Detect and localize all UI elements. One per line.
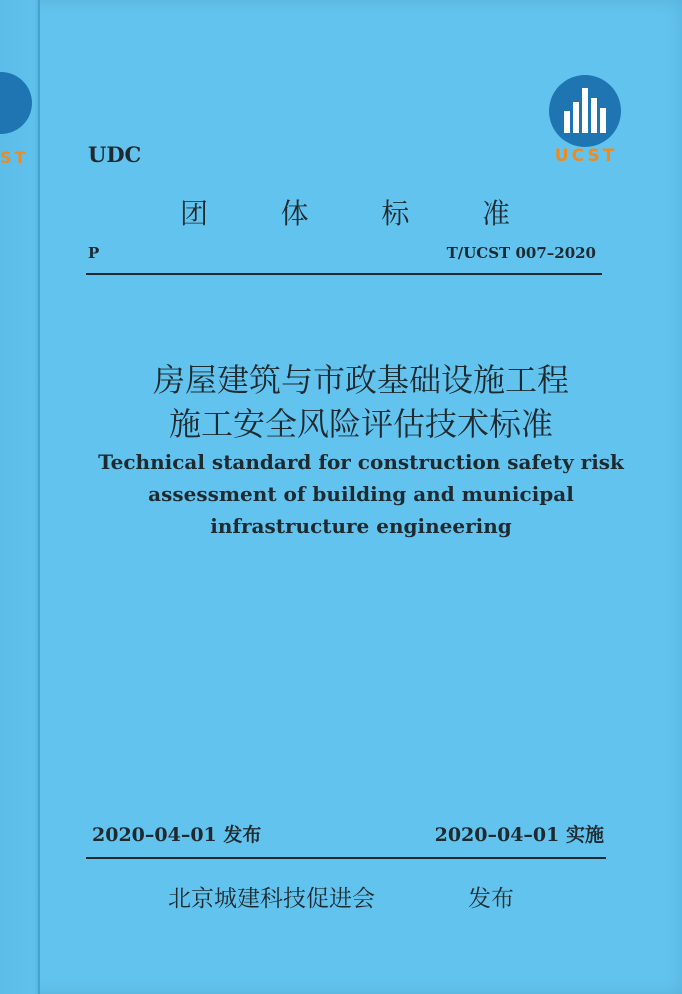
- publisher-name: 北京城建科技促进会: [168, 886, 375, 912]
- publish-label: 发布: [468, 886, 514, 912]
- udc-label: UDC: [88, 142, 142, 167]
- standard-number: T/UCST 007–2020: [446, 244, 596, 262]
- english-title-line: infrastructure engineering: [210, 514, 512, 538]
- top-divider: [86, 273, 602, 275]
- chinese-title: [40, 358, 682, 446]
- english-title-line: Technical standard for construction safety risk: [98, 450, 624, 474]
- standard-category-label: [180, 192, 510, 232]
- underlying-page-edge: [0, 0, 40, 994]
- bottom-divider: [86, 857, 606, 859]
- category-char: 标: [381, 197, 410, 230]
- chinese-title-line: 房屋建筑与市政基础设施工程: [152, 361, 569, 399]
- release-date: 2020–04–01 发布: [92, 824, 262, 846]
- english-title-line: assessment of building and municipal: [148, 482, 574, 506]
- partial-logo-text: ST: [0, 148, 29, 167]
- ucst-building-logo-icon: [548, 74, 622, 148]
- category-char: 团: [180, 197, 209, 230]
- category-char: 体: [280, 197, 309, 230]
- partial-logo-icon: [0, 72, 32, 134]
- ucst-logo-text: UCST: [554, 146, 618, 166]
- category-char: 准: [481, 197, 510, 230]
- english-title: [40, 446, 682, 542]
- chinese-title-line: 施工安全风险评估技术标准: [168, 405, 553, 443]
- classification-code: P: [88, 244, 100, 262]
- ucst-logo: [540, 74, 632, 168]
- implementation-date: 2020–04–01 实施: [434, 824, 604, 846]
